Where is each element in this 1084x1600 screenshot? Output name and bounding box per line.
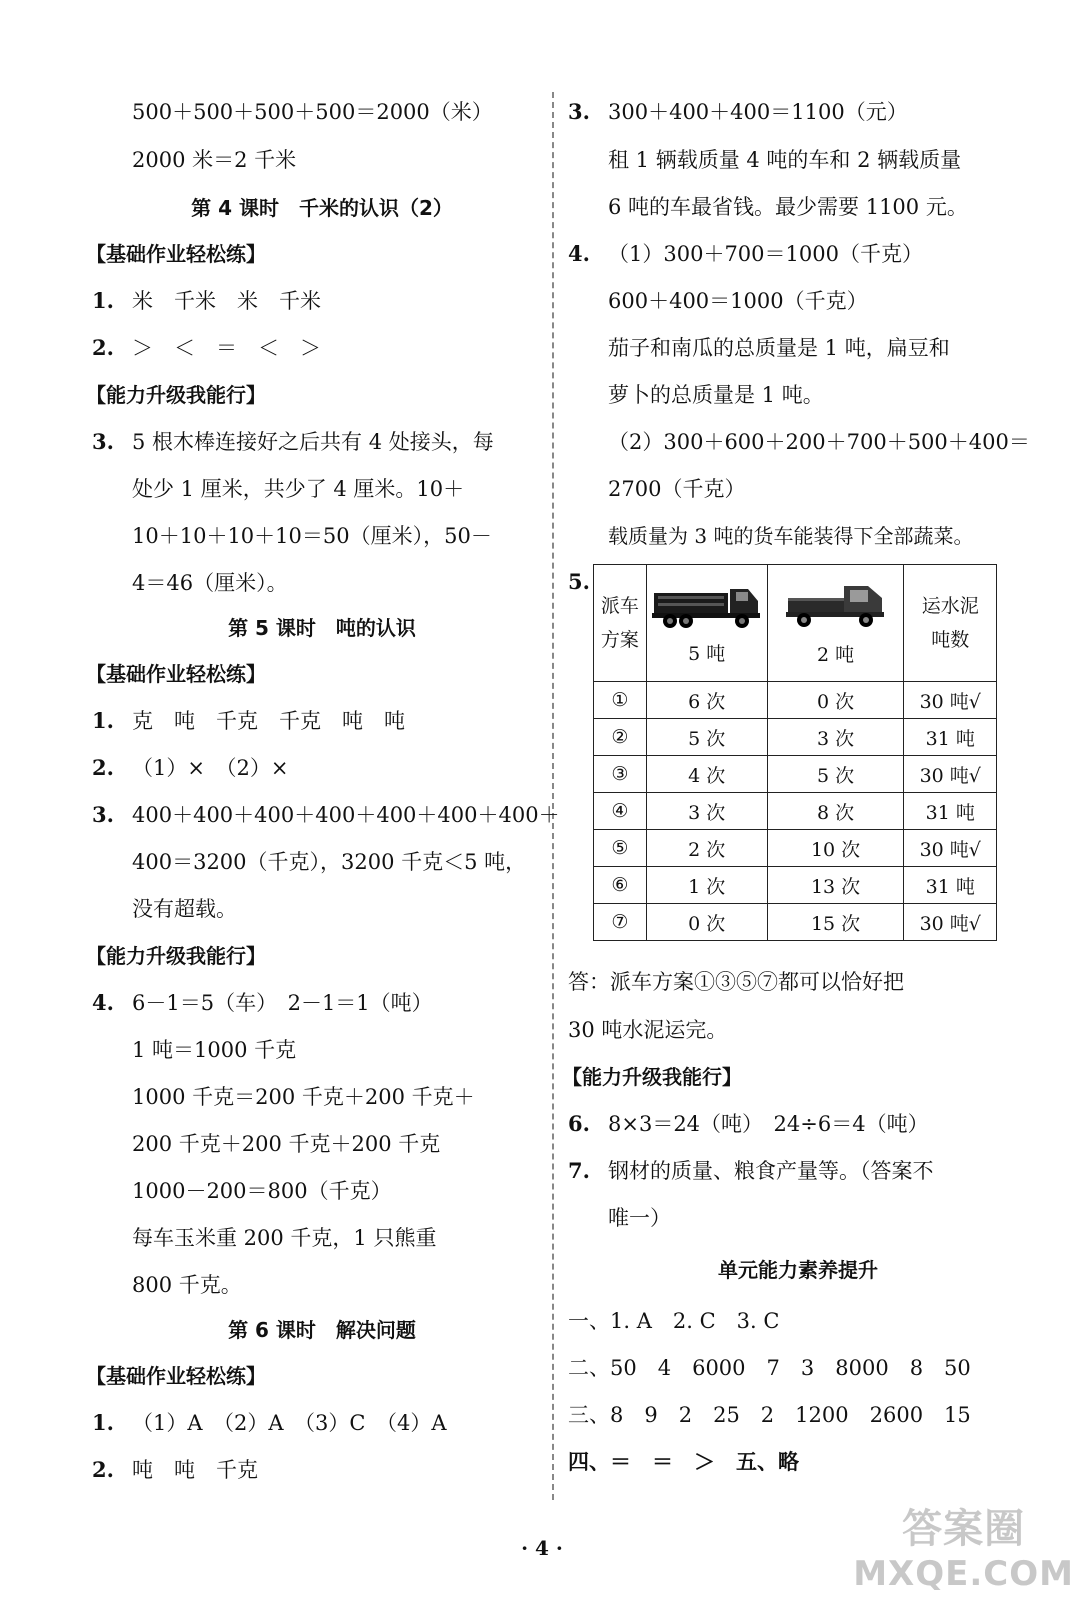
- unit-answer-4: 四、＝ ＝ ＞ 五、略: [568, 1449, 799, 1474]
- r-q4: [568, 240, 923, 268]
- header-text: 方案: [600, 629, 639, 651]
- answer: 6－1＝5（车） 2－1＝1（吨）: [132, 991, 433, 1015]
- watermark-url: MXQE.COM: [853, 1554, 1074, 1594]
- answer: 克 吨 千克 千克 吨 吨: [132, 709, 405, 733]
- l5-q1: [92, 707, 405, 735]
- answer: 5 根木棒连接好之后共有 4 处接头，每: [132, 430, 494, 454]
- q-number: 2.: [92, 755, 114, 780]
- cell-tons: 31 吨: [904, 867, 997, 904]
- cell-5t: 4 次: [646, 756, 767, 793]
- dispatch-table: [593, 564, 997, 941]
- q-number: 2.: [92, 335, 114, 360]
- l4-q1: [92, 287, 321, 315]
- text-line: 800 千克。: [132, 1273, 242, 1297]
- cell-plan: ③: [594, 756, 647, 793]
- watermark-text: 答案圈: [902, 1506, 1026, 1552]
- answer: 吨 吨 千克: [132, 1458, 258, 1482]
- unit-answer-1: 一、1. A 2. C 3. C: [568, 1309, 780, 1333]
- cell-5t: 5 次: [646, 719, 767, 756]
- basic-header: 【基础作业轻松练】: [86, 662, 266, 686]
- table-row: [594, 867, 997, 904]
- text-line: （2）300＋600＋200＋700＋500＋400＝: [608, 430, 1030, 454]
- l4-q2: [92, 334, 321, 362]
- cell-2t: 5 次: [767, 756, 904, 793]
- cell-tons: 31 吨: [904, 793, 997, 830]
- table-header-row: [594, 565, 997, 682]
- cell-2t: 15 次: [767, 904, 904, 941]
- r-q7: [568, 1157, 934, 1185]
- ability-header: 【能力升级我能行】: [86, 383, 266, 407]
- text-line: 2700（千克）: [608, 477, 746, 501]
- text-line: 茄子和南瓜的总质量是 1 吨，扁豆和: [608, 336, 950, 360]
- cell-tons: 30 吨√: [904, 904, 997, 941]
- ability-header: 【能力升级我能行】: [562, 1065, 742, 1089]
- column-divider: [552, 92, 554, 1500]
- q5-answer-cont: 30 吨水泥运完。: [568, 1018, 728, 1042]
- small-truck-icon: [784, 580, 888, 630]
- header-plan: [594, 565, 647, 682]
- q-number: 1.: [92, 708, 114, 733]
- answer: （1）300＋700＝1000（千克）: [608, 242, 923, 266]
- r-q6: [568, 1110, 929, 1138]
- lesson5-title: 第 5 课时 吨的认识: [228, 616, 416, 640]
- text-line: 萝卜的总质量是 1 吨。: [608, 383, 824, 407]
- unit-title: 单元能力素养提升: [718, 1258, 878, 1282]
- l6-q2: [92, 1456, 258, 1484]
- text-line: 1000－200＝800（千克）: [132, 1179, 392, 1203]
- text-line: 6 吨的车最省钱。最少需要 1100 元。: [608, 195, 968, 219]
- l6-q1: [92, 1409, 447, 1437]
- text-line: 1000 千克＝200 千克＋200 千克＋: [132, 1085, 475, 1109]
- cell-5t: 0 次: [646, 904, 767, 941]
- answer: 8×3＝24（吨） 24÷6＝4（吨）: [608, 1112, 929, 1136]
- text-line: 200 千克＋200 千克＋200 千克: [132, 1132, 441, 1156]
- q5-answer: 答：派车方案①③⑤⑦都可以恰好把: [568, 970, 904, 994]
- q-number: 4.: [92, 990, 114, 1015]
- q-number: 6.: [568, 1111, 590, 1136]
- q-number: 7.: [568, 1158, 590, 1183]
- answer: ＞ ＜ ＝ ＜ ＞: [132, 336, 321, 360]
- cell-plan: ①: [594, 682, 647, 719]
- cell-plan: ⑤: [594, 830, 647, 867]
- cell-plan: ⑥: [594, 867, 647, 904]
- q-number: 2.: [92, 1457, 114, 1482]
- cell-5t: 2 次: [646, 830, 767, 867]
- l5-q4: [92, 989, 433, 1017]
- cell-2t: 13 次: [767, 867, 904, 904]
- header-text: 2 吨: [817, 643, 855, 666]
- header-tons: [904, 565, 997, 682]
- answer: 钢材的质量、粮食产量等。（答案不: [608, 1159, 934, 1183]
- ability-header: 【能力升级我能行】: [86, 944, 266, 968]
- l5-q3: [92, 801, 560, 829]
- r-q3: [568, 98, 908, 126]
- q-number: 5.: [568, 569, 590, 594]
- unit-answer-2: 二、50 4 6000 7 3 8000 8 50: [568, 1356, 971, 1380]
- cell-plan: ⑦: [594, 904, 647, 941]
- text-line: 10＋10＋10＋10＝50（厘米），50－: [132, 524, 492, 548]
- q-number: 4.: [568, 241, 590, 266]
- text-line: 每车玉米重 200 千克，1 只熊重: [132, 1226, 437, 1250]
- q-number: 1.: [92, 1410, 114, 1435]
- text-line: 租 1 辆载质量 4 吨的车和 2 辆载质量: [608, 148, 962, 172]
- text-line: 载质量为 3 吨的货车能装得下全部蔬菜。: [608, 524, 974, 548]
- header-text: 派车: [600, 595, 639, 617]
- answer: （1）× （2）×: [132, 756, 289, 780]
- answer: 400＋400＋400＋400＋400＋400＋400＋: [132, 803, 560, 827]
- q-number: 3.: [92, 429, 114, 454]
- basic-header: 【基础作业轻松练】: [86, 242, 266, 266]
- lesson6-title: 第 6 课时 解决问题: [228, 1318, 416, 1342]
- table-row: [594, 830, 997, 867]
- q-number: 1.: [92, 288, 114, 313]
- cell-2t: 0 次: [767, 682, 904, 719]
- cell-5t: 1 次: [646, 867, 767, 904]
- q-number: 3.: [92, 802, 114, 827]
- cell-5t: 6 次: [646, 682, 767, 719]
- table-row: [594, 904, 997, 941]
- text-line: 4＝46（厘米）。: [132, 571, 288, 595]
- table-row: [594, 756, 997, 793]
- cell-plan: ②: [594, 719, 647, 756]
- text-line: 唯一）: [608, 1206, 671, 1230]
- basic-header: 【基础作业轻松练】: [86, 1364, 266, 1388]
- text-line: 2000 米＝2 千米: [132, 148, 297, 172]
- cell-tons: 30 吨√: [904, 682, 997, 719]
- text-line: 600＋400＝1000（千克）: [608, 289, 868, 313]
- header-5t-truck: [646, 565, 767, 682]
- cell-tons: 30 吨√: [904, 830, 997, 867]
- page-number: · 4 ·: [521, 1536, 563, 1560]
- header-text: 吨数: [931, 629, 970, 651]
- l5-q2: [92, 754, 288, 782]
- cell-tons: 31 吨: [904, 719, 997, 756]
- header-text: 5 吨: [688, 642, 726, 665]
- cell-2t: 3 次: [767, 719, 904, 756]
- header-2t-truck: [767, 565, 904, 682]
- text-line: 1 吨＝1000 千克: [132, 1038, 297, 1062]
- big-truck-icon: [652, 581, 762, 629]
- text-line: 没有超载。: [132, 897, 237, 921]
- q-number: 3.: [568, 99, 590, 124]
- lesson4-title: 第 4 课时 千米的认识（2）: [191, 196, 453, 220]
- text-line: 400＝3200（千克），3200 千克＜5 吨，: [132, 850, 527, 874]
- answer: （1）A （2）A （3）C （4）A: [132, 1411, 447, 1435]
- cell-5t: 3 次: [646, 793, 767, 830]
- table-row: [594, 682, 997, 719]
- text-line: 处少 1 厘米，共少了 4 厘米。10＋: [132, 477, 465, 501]
- table-row: [594, 793, 997, 830]
- cell-2t: 10 次: [767, 830, 904, 867]
- text-line: 500＋500＋500＋500＝2000（米）: [132, 100, 493, 124]
- answer: 米 千米 米 千米: [132, 289, 321, 313]
- cell-tons: 30 吨√: [904, 756, 997, 793]
- l4-q3: [92, 428, 494, 456]
- cell-plan: ④: [594, 793, 647, 830]
- unit-answer-3: 三、8 9 2 25 2 1200 2600 15: [568, 1403, 971, 1427]
- table-row: [594, 719, 997, 756]
- cell-2t: 8 次: [767, 793, 904, 830]
- header-text: 运水泥: [921, 595, 979, 617]
- watermark-logo: [853, 1497, 1074, 1594]
- answer: 300＋400＋400＝1100（元）: [608, 100, 908, 124]
